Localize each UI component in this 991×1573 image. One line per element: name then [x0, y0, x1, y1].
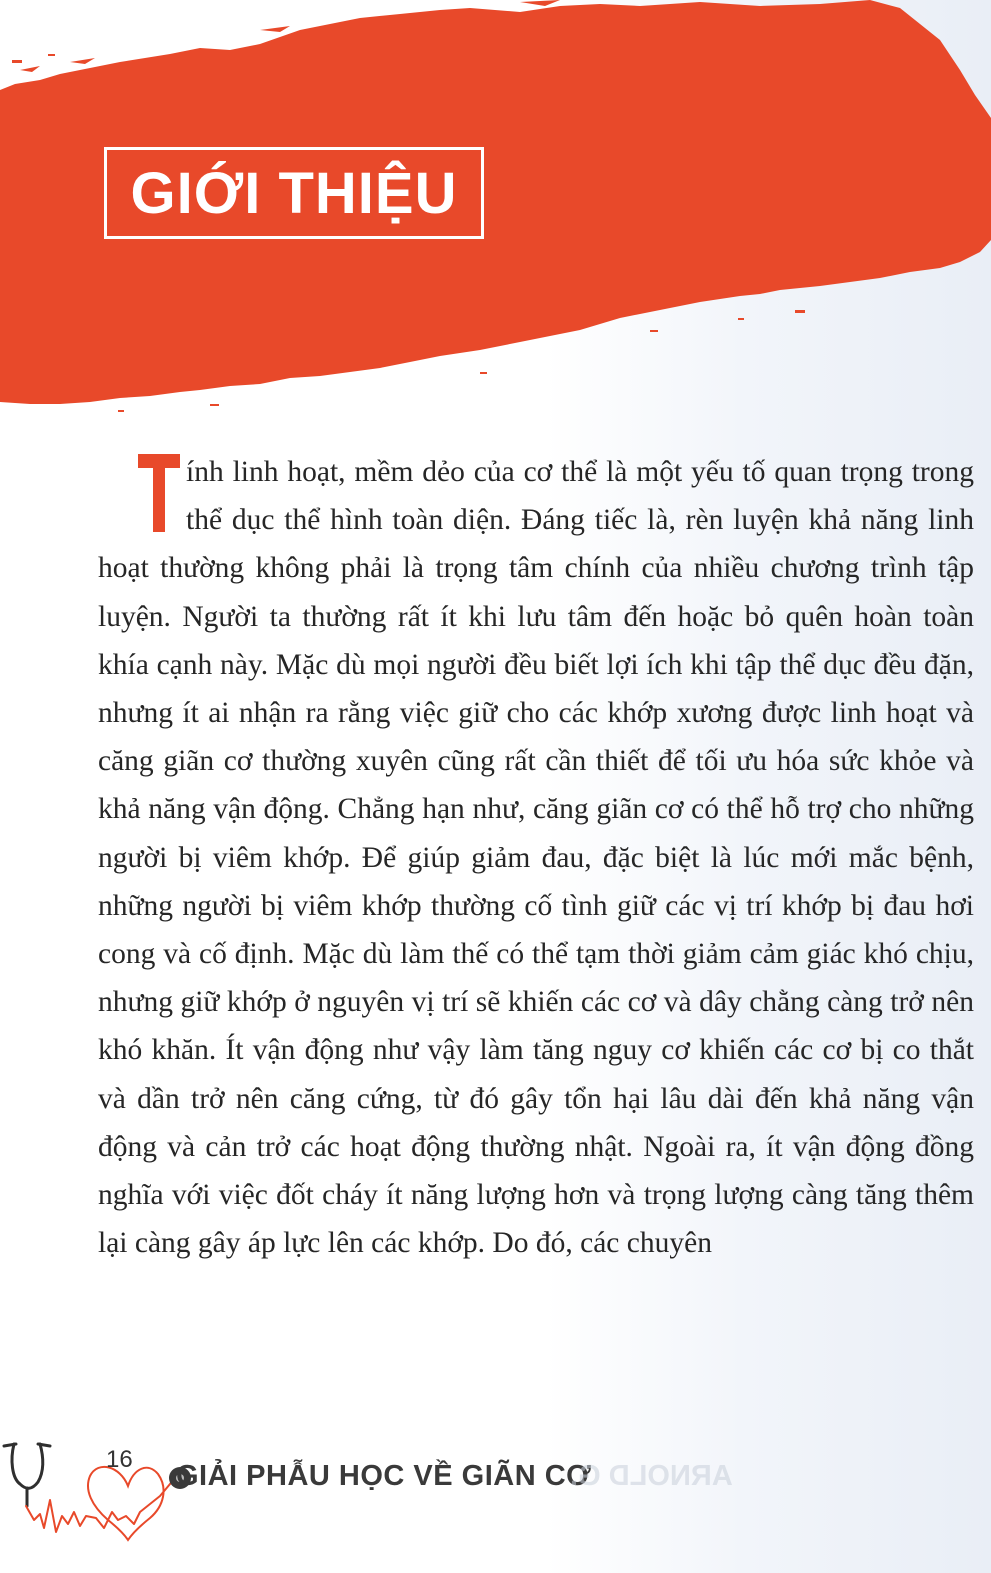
- heartbeat-line-icon: [26, 1478, 176, 1532]
- bleed-through-text: ARNOLD G.: [570, 1460, 733, 1492]
- stethoscope-icon: [4, 1444, 50, 1506]
- dropcap: [138, 454, 180, 532]
- running-title: GIẢI PHẪU HỌC VỀ GIÃN CƠ: [176, 1460, 592, 1492]
- page-footer: [0, 1420, 991, 1573]
- body-text: ính linh hoạt, mềm dẻo của cơ thể là một yếu tố quan trọng trong thể dục thể hình toàn diện. Đáng tiếc là, rèn luyện khả năng linh hoạt thường không phải là trọng tâm chính của nhiều chương trình tập luyện. Người ta thường rất ít khi lưu tâm đến hoặc bỏ quên hoàn toàn khía cạnh này. Mặc dù mọi người đều biết lợi ích khi tập thể dục đều đặn, nhưng ít ai nhận ra rằng việc giữ cho các khớp xương được linh hoạt và căng giãn cơ thường xuyên cũng rất cần thiết để tối ưu hóa sức khỏe và khả năng vận động. Chẳng hạn như, căng giãn cơ có thể hỗ trợ cho những người bị viêm khớp. Để giúp giảm đau, đặc biệt là lúc mới mắc bệnh, những người bị viêm khớp thường cố tình giữ các vị trí khớp bị đau hơi cong và cố định. Mặc dù làm thế có thể tạm thời giảm cảm giác khó chịu, nhưng giữ khớp ở nguyên vị trí sẽ khiến các cơ và dây chằng càng trở nên khó khăn. Ít vận động như vậy làm tăng nguy cơ khiến các cơ bị co thắt và dần trở nên căng cứng, từ đó gây tổn hại lâu dài đến khả năng vận động và cản trở các hoạt động thường nhật. Ngoài ra, ít vận động đồng nghĩa với việc đốt cháy ít năng lượng hơn và trọng lượng càng tăng thêm lại càng gây áp lực lên các khớp. Do đó, các chuyên: [98, 456, 974, 1260]
- page-number: 16: [106, 1446, 133, 1473]
- section-title-box: [104, 147, 484, 239]
- body-paragraph: [98, 448, 974, 1267]
- dropcap-stem: [153, 454, 165, 532]
- section-title: GIỚI THIỆU: [130, 160, 458, 226]
- footer-decoration: [0, 1420, 230, 1573]
